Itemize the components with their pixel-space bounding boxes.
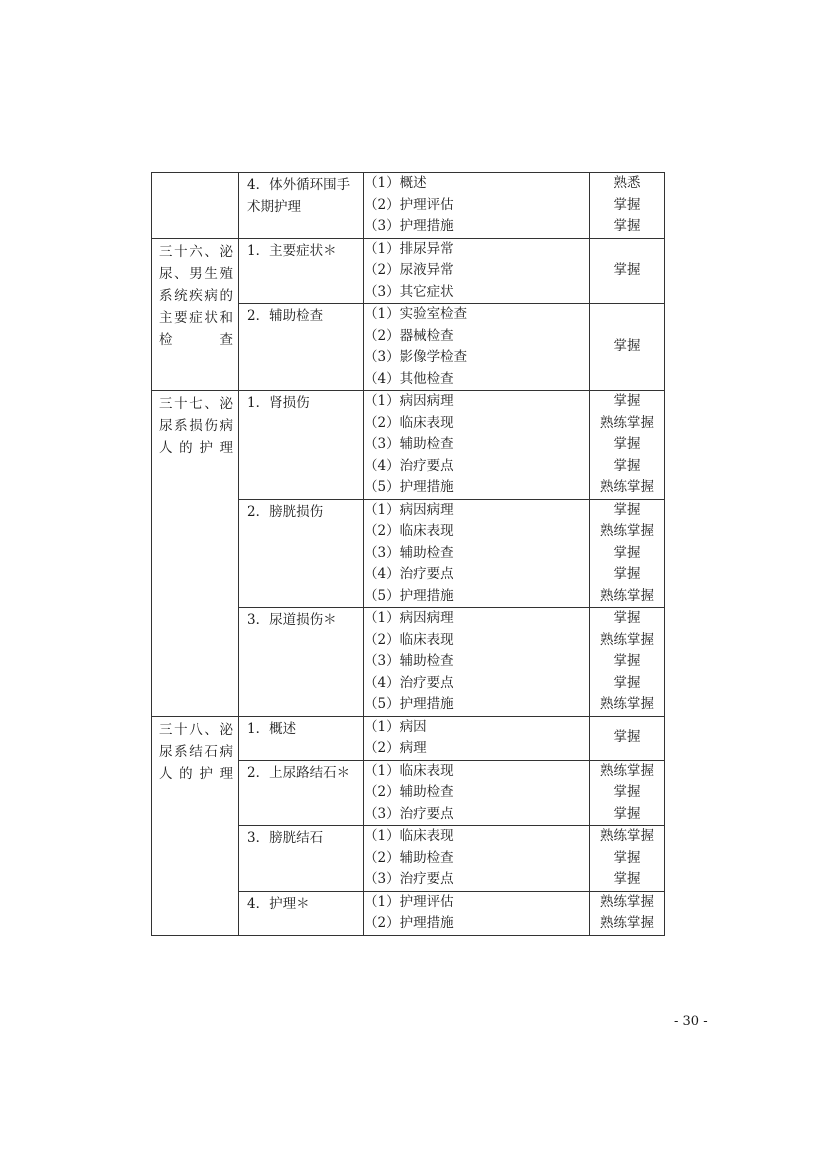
level-text: 熟练掌握 <box>600 762 654 779</box>
level-text: 掌握 <box>613 674 641 691</box>
item-text: （2）临床表现 <box>364 523 454 539</box>
topic-cell <box>239 716 364 760</box>
item-text: （3）辅助检查 <box>364 653 454 669</box>
level-text: 掌握 <box>613 729 641 746</box>
level-text: 掌握 <box>613 338 641 355</box>
items-cell <box>364 304 590 391</box>
topic-title: 4．护理＊ <box>247 895 310 912</box>
topic-cell <box>239 238 364 304</box>
item-text: （3）护理措施 <box>364 218 454 234</box>
unit-cell <box>152 391 239 717</box>
level-text: 熟练掌握 <box>600 631 654 648</box>
level-cell <box>590 891 665 935</box>
unit-cell <box>152 173 239 239</box>
item-text: （1）实验室检查 <box>364 306 468 322</box>
table-row <box>152 173 665 239</box>
unit-title: 三十八、泌尿系结石病人的护理 <box>159 721 233 782</box>
level-text: 掌握 <box>613 393 641 409</box>
table-row <box>152 716 665 760</box>
item-text: （1）病因病理 <box>364 501 454 518</box>
topic-cell <box>239 173 364 239</box>
item-text: （1）病因病理 <box>364 610 454 626</box>
unit-title <box>152 173 238 175</box>
item-text: （2）辅助检查 <box>364 849 454 866</box>
table-row <box>152 238 665 304</box>
level-text: 掌握 <box>613 653 641 669</box>
item-text: （3）影像学检查 <box>364 349 468 365</box>
topic-title: 2．辅助检查 <box>247 308 324 324</box>
item-text: （5）护理措施 <box>364 587 454 604</box>
item-text: （2）护理措施 <box>364 915 454 931</box>
item-text: （1）病因病理 <box>364 393 454 409</box>
topic-cell <box>239 826 364 892</box>
topic-title: 1．概述 <box>247 720 297 737</box>
topic-cell <box>239 760 364 826</box>
level-cell <box>590 826 665 892</box>
level-text: 掌握 <box>613 566 641 582</box>
unit-title: 三十七、泌尿系损伤病人的护理 <box>159 396 233 456</box>
topic-cell <box>239 499 364 608</box>
items-cell <box>364 826 590 892</box>
topic-cell <box>239 391 364 500</box>
items-cell <box>364 173 590 239</box>
items-cell <box>364 608 590 717</box>
level-text: 掌握 <box>613 262 641 278</box>
item-text: （1）排尿异常 <box>364 240 454 257</box>
item-text: （1）病因 <box>364 718 427 735</box>
level-text: 熟练掌握 <box>600 523 654 539</box>
table-row <box>152 391 665 500</box>
item-text: （1）概述 <box>364 175 427 191</box>
level-cell <box>590 173 665 239</box>
item-text: （5）护理措施 <box>364 696 454 712</box>
item-text: （2）器械检查 <box>364 327 454 344</box>
topic-title: 1．肾损伤 <box>247 395 310 411</box>
topic-title: 2．膀胱损伤 <box>247 503 324 520</box>
level-text: 熟练掌握 <box>600 696 654 712</box>
level-text: 掌握 <box>613 849 641 866</box>
level-cell <box>590 391 665 500</box>
level-text: 掌握 <box>613 784 641 800</box>
level-cell <box>590 499 665 608</box>
level-cell <box>590 716 665 760</box>
table-body <box>152 173 665 936</box>
level-text: 熟练掌握 <box>600 893 654 910</box>
items-cell <box>364 891 590 935</box>
level-cell <box>590 760 665 826</box>
item-text: （1）临床表现 <box>364 762 454 779</box>
level-text: 掌握 <box>613 501 641 518</box>
level-text: 掌握 <box>613 196 641 213</box>
unit-title: 三十六、泌尿、男生殖系统疾病的主要症状和检查 <box>159 243 233 348</box>
level-text: 掌握 <box>613 544 641 561</box>
item-text: （2）临床表现 <box>364 631 454 648</box>
unit-cell <box>152 238 239 391</box>
item-text: （3）辅助检查 <box>364 436 454 452</box>
item-text: （3）辅助检查 <box>364 544 454 561</box>
syllabus-table <box>151 172 665 936</box>
level-text: 掌握 <box>613 457 641 474</box>
topic-cell <box>239 608 364 717</box>
item-text: （3）其它症状 <box>364 283 454 300</box>
level-text: 熟练掌握 <box>600 915 654 931</box>
item-text: （2）病理 <box>364 740 427 756</box>
items-cell <box>364 499 590 608</box>
topic-title: 4．体外循环围手术期护理 <box>247 177 351 215</box>
level-text: 掌握 <box>613 805 641 822</box>
item-text: （4）治疗要点 <box>364 674 454 691</box>
level-text: 掌握 <box>613 871 641 887</box>
item-text: （3）治疗要点 <box>364 871 454 887</box>
item-text: （5）护理措施 <box>364 479 454 495</box>
topic-cell <box>239 304 364 391</box>
level-text: 掌握 <box>613 436 641 452</box>
topic-cell <box>239 891 364 935</box>
topic-title: 1．主要症状＊ <box>247 242 337 259</box>
level-text: 熟练掌握 <box>600 414 654 431</box>
item-text: （1）护理评估 <box>364 893 454 910</box>
page-number: - 30 - <box>674 1014 708 1029</box>
item-text: （4）治疗要点 <box>364 457 454 474</box>
unit-cell <box>152 716 239 935</box>
level-text: 掌握 <box>613 610 641 626</box>
level-text: 熟悉 <box>613 175 641 191</box>
item-text: （2）辅助检查 <box>364 784 454 800</box>
item-text: （2）临床表现 <box>364 414 454 431</box>
level-text: 熟练掌握 <box>600 828 654 844</box>
topic-title: 3．膀胱结石 <box>247 830 324 846</box>
items-cell <box>364 391 590 500</box>
level-text: 掌握 <box>613 218 641 234</box>
item-text: （2）护理评估 <box>364 196 454 213</box>
level-cell <box>590 304 665 391</box>
level-text: 熟练掌握 <box>600 587 654 604</box>
level-cell <box>590 238 665 304</box>
item-text: （1）临床表现 <box>364 828 454 844</box>
level-text: 熟练掌握 <box>600 479 654 495</box>
item-text: （3）治疗要点 <box>364 805 454 822</box>
level-cell <box>590 608 665 717</box>
topic-title: 3．尿道损伤＊ <box>247 612 337 628</box>
item-text: （2）尿液异常 <box>364 262 454 278</box>
item-text: （4）其他检查 <box>364 370 454 387</box>
item-text: （4）治疗要点 <box>364 566 454 582</box>
topic-title: 2．上尿路结石＊ <box>247 764 351 781</box>
items-cell <box>364 716 590 760</box>
items-cell <box>364 760 590 826</box>
items-cell <box>364 238 590 304</box>
